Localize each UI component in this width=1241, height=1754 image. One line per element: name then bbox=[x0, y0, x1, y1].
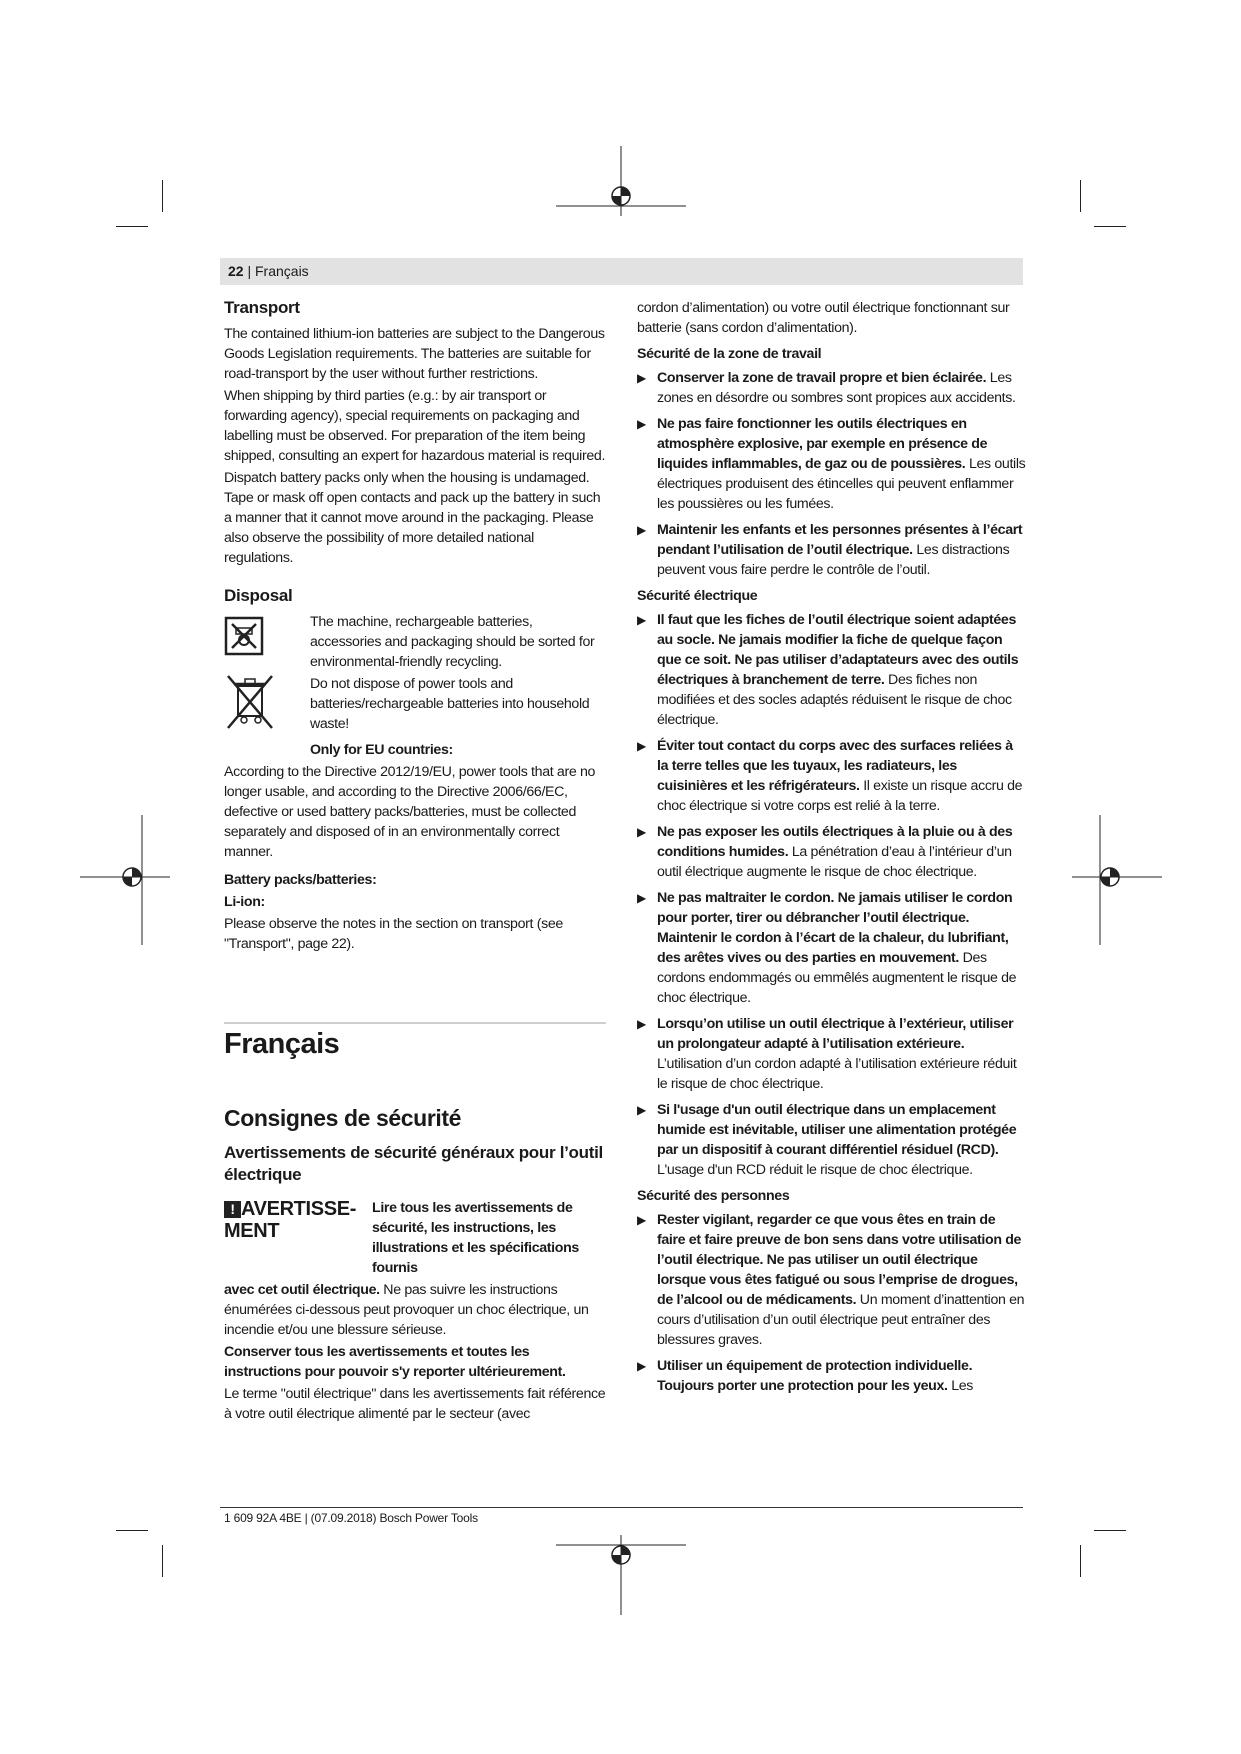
disposal-paragraph: Do not dispose of power tools and batteries/rechargeable batteries into household waste! bbox=[310, 676, 590, 732]
warning-label-line: MENT bbox=[224, 1220, 280, 1242]
bullet-bold: Il faut que les fiches de l’outil électrique soient adaptées au socle. Ne jamais modifier la fiche de quelque façon que ce soit. Ne pas utiliser d’adaptateurs avec des outils électriques à branchement de terre. bbox=[657, 612, 1019, 688]
bullet-item bbox=[637, 1356, 1027, 1396]
bullet-text: Des fiches non modifiées et des socles adaptés réduisent le risque de choc électrique. bbox=[657, 672, 1012, 728]
bullet-item bbox=[637, 368, 1027, 408]
bullet-text: Un moment d’inattention en cours d’utilisation d’un outil électrique peut entraîner des blessures graves. bbox=[657, 1292, 1025, 1348]
liion-heading: Li-ion: bbox=[224, 894, 265, 910]
crop-mark bbox=[1094, 226, 1126, 227]
warning-triangle-icon: ! bbox=[224, 1201, 241, 1218]
transport-paragraph: When shipping by third parties (e.g.: by air transport or forwarding agency), special requirements on packaging and labelling must be observed. For preparation of the item being shipped, consulting an expert for hazardous material is required. bbox=[224, 388, 606, 464]
bullet-arrow-icon: ▶ bbox=[637, 371, 646, 385]
zone-heading: Sécurité de la zone de travail bbox=[637, 346, 822, 362]
crossed-bin-icon bbox=[224, 672, 276, 732]
warning-label-line: AVERTISSE- bbox=[241, 1198, 357, 1220]
crop-mark bbox=[116, 1530, 148, 1531]
disposal-block bbox=[224, 612, 606, 760]
bullet-bold: Éviter tout contact du corps avec des surfaces reliées à la terre telles que les tuyaux, les radiateurs, les cuisinières et les réfrigérateurs. bbox=[657, 738, 1013, 794]
crop-mark bbox=[162, 180, 163, 212]
bullet-bold: Si l'usage d'un outil électrique dans un emplacement humide est inévitable, utiliser une alimentation protégée par un dispositif à courant différentiel résiduel (RCD). bbox=[657, 1102, 1017, 1158]
bullet-text: Des cordons endommagés ou emmêlés augmentent le risque de choc électrique. bbox=[657, 950, 1017, 1006]
warning-intro: Lire tous les avertissements de sécurité, les instructions, les illustrations et les spécifications fournis bbox=[372, 1200, 579, 1276]
bullet-item bbox=[637, 610, 1027, 730]
bullet-text: Les distractions peuvent vous faire perdre le contrôle de l’outil. bbox=[657, 542, 1010, 578]
bullet-arrow-icon: ▶ bbox=[637, 613, 646, 627]
bullet-item bbox=[637, 414, 1027, 514]
consignes-title: Consignes de sécurité bbox=[224, 1105, 462, 1131]
bullet-bold: Conserver la zone de travail propre et bien éclairée. bbox=[657, 370, 987, 386]
warning-rest-text: Ne pas suivre les instructions énumérées ci-dessous peut provoquer un choc électrique, un incendie et/ou une blessure sérieuse. bbox=[224, 1282, 589, 1338]
pers-heading: Sécurité des personnes bbox=[637, 1188, 790, 1204]
francais-title: Français bbox=[224, 1028, 340, 1060]
registration-target-icon bbox=[556, 146, 686, 216]
crop-mark bbox=[162, 1545, 163, 1577]
intro-paragraph: cordon d’alimentation) ou votre outil électrique fonctionnant sur batterie (sans cordon d’alimentation). bbox=[637, 300, 1010, 336]
bullet-item bbox=[637, 1100, 1027, 1180]
bullet-bold: Ne pas maltraiter le cordon. Ne jamais utiliser le cordon pour porter, tirer ou débrancher l’outil électrique. Maintenir le cordon à l’écart de la chaleur, du lubrifiant, des arêtes vives ou des parties en mouvement. bbox=[657, 890, 1013, 966]
page-header bbox=[220, 258, 1023, 285]
bullet-arrow-icon: ▶ bbox=[637, 739, 646, 753]
avertissements-title: Avertissements de sécurité généraux pour l’outil électrique bbox=[224, 1143, 603, 1184]
bullet-arrow-icon: ▶ bbox=[637, 891, 646, 905]
bullet-text: Il existe un risque accru de choc électrique si votre corps est relié à la terre. bbox=[657, 778, 1023, 814]
bullet-arrow-icon: ▶ bbox=[637, 1017, 646, 1031]
bullet-text: Les bbox=[947, 1378, 974, 1394]
right-column bbox=[637, 298, 1027, 1402]
warning-bold-text: avec cet outil électrique. bbox=[224, 1282, 380, 1298]
eu-heading: Only for EU countries: bbox=[310, 742, 453, 758]
header-language: Français bbox=[255, 263, 309, 279]
disposal-paragraph: According to the Directive 2012/19/EU, power tools that are no longer usable, and according to the Directive 2006/66/EC, defective or used battery packs/batteries, must be collected separately and disposed of in an environmentally correct manner. bbox=[224, 764, 596, 860]
bullet-bold: Rester vigilant, regarder ce que vous êtes en train de faire et faire preuve de bon sens dans votre utilisation de l’outil électrique. Ne pas utiliser un outil électrique lorsque vous êtes fatigué ou sous l’emprise de drogues, de l’alcool ou de médicaments. bbox=[657, 1212, 1022, 1308]
bullet-item bbox=[637, 736, 1027, 816]
warning-label bbox=[224, 1198, 364, 1242]
crop-mark bbox=[1080, 180, 1081, 212]
terme-paragraph: Le terme "outil électrique" dans les avertissements fait référence à votre outil électrique alimenté par le secteur (avec bbox=[224, 1386, 606, 1422]
bullet-arrow-icon: ▶ bbox=[637, 523, 646, 537]
bullet-arrow-icon: ▶ bbox=[637, 1359, 646, 1373]
bullet-item bbox=[637, 1014, 1027, 1094]
left-column bbox=[224, 298, 606, 1426]
section-divider bbox=[224, 1022, 606, 1024]
registration-target-icon bbox=[1072, 815, 1162, 945]
page-number: 22 bbox=[228, 263, 244, 279]
footer-text: 1 609 92A 4BE | (07.09.2018) Bosch Power Tools bbox=[224, 1511, 478, 1525]
bullet-bold: Lorsqu’on utilise un outil électrique à l’extérieur, utiliser un prolongateur adapté à l’utilisation extérieure. bbox=[657, 1016, 1014, 1052]
recycling-symbol-icon bbox=[224, 616, 264, 656]
elec-heading: Sécurité électrique bbox=[637, 588, 758, 604]
bullet-item bbox=[637, 520, 1027, 580]
bullet-arrow-icon: ▶ bbox=[637, 417, 646, 431]
footer-rule bbox=[220, 1507, 1023, 1508]
transport-paragraph: The contained lithium-ion batteries are subject to the Dangerous Goods Legislation requirements. The batteries are suitable for road-transport by the user without further restrictions. bbox=[224, 326, 605, 382]
bullet-arrow-icon: ▶ bbox=[637, 1213, 646, 1227]
bullet-bold: Maintenir les enfants et les personnes présentes à l’écart pendant l’utilisation de l’outil électrique. bbox=[657, 522, 1023, 558]
disposal-heading: Disposal bbox=[224, 586, 293, 605]
bullet-item bbox=[637, 822, 1027, 882]
bullet-bold: Ne pas exposer les outils électriques à la pluie ou à des conditions humides. bbox=[657, 824, 1013, 860]
bullet-bold: Utiliser un équipement de protection individuelle. Toujours porter une protection pour les yeux. bbox=[657, 1358, 973, 1394]
bullet-bold: Ne pas faire fonctionner les outils électriques en atmosphère explosive, par exemple en présence de liquides inflammables, de gaz ou de poussières. bbox=[657, 416, 988, 472]
transport-heading: Transport bbox=[224, 298, 300, 317]
bullet-text: Les outils électriques produisent des étincelles qui peuvent enflammer les poussières ou les fumées. bbox=[657, 456, 1026, 512]
bullet-text: L’utilisation d’un cordon adapté à l’utilisation extérieure réduit le risque de choc électrique. bbox=[657, 1056, 1017, 1092]
bullet-text: La pénétration d’eau à l’intérieur d’un outil électrique augmente le risque de choc électrique. bbox=[657, 844, 1012, 880]
bullet-arrow-icon: ▶ bbox=[637, 1103, 646, 1117]
bullet-item bbox=[637, 888, 1027, 1008]
batteries-heading: Battery packs/batteries: bbox=[224, 872, 377, 888]
bullet-item bbox=[637, 1210, 1027, 1350]
header-text: 22 | Français bbox=[228, 263, 309, 279]
transport-paragraph: Dispatch battery packs only when the housing is undamaged. Tape or mask off open contacts and pack up the battery in such a manner that it cannot move around in the packaging. Please also observe the possibility of more detailed national regulations. bbox=[224, 470, 601, 566]
crop-mark bbox=[116, 226, 148, 227]
bullet-text: L'usage d'un RCD réduit le risque de choc électrique. bbox=[657, 1162, 973, 1178]
crop-mark bbox=[1094, 1530, 1126, 1531]
warning-block bbox=[224, 1198, 606, 1278]
bullet-arrow-icon: ▶ bbox=[637, 825, 646, 839]
registration-target-icon bbox=[80, 815, 170, 945]
registration-target-icon bbox=[556, 1535, 686, 1615]
crop-mark bbox=[1080, 1545, 1081, 1577]
bullet-text: Les zones en désordre ou sombres sont propices aux accidents. bbox=[657, 370, 1016, 406]
disposal-paragraph: The machine, rechargeable batteries, accessories and packaging should be sorted for environmental-friendly recycling. bbox=[310, 614, 595, 670]
disposal-paragraph: Please observe the notes in the section on transport (see "Transport", page 22). bbox=[224, 916, 563, 952]
conserver-paragraph: Conserver tous les avertissements et toutes les instructions pour pouvoir s'y reporter ultérieurement. bbox=[224, 1344, 566, 1380]
warning-paragraph bbox=[224, 1280, 606, 1340]
